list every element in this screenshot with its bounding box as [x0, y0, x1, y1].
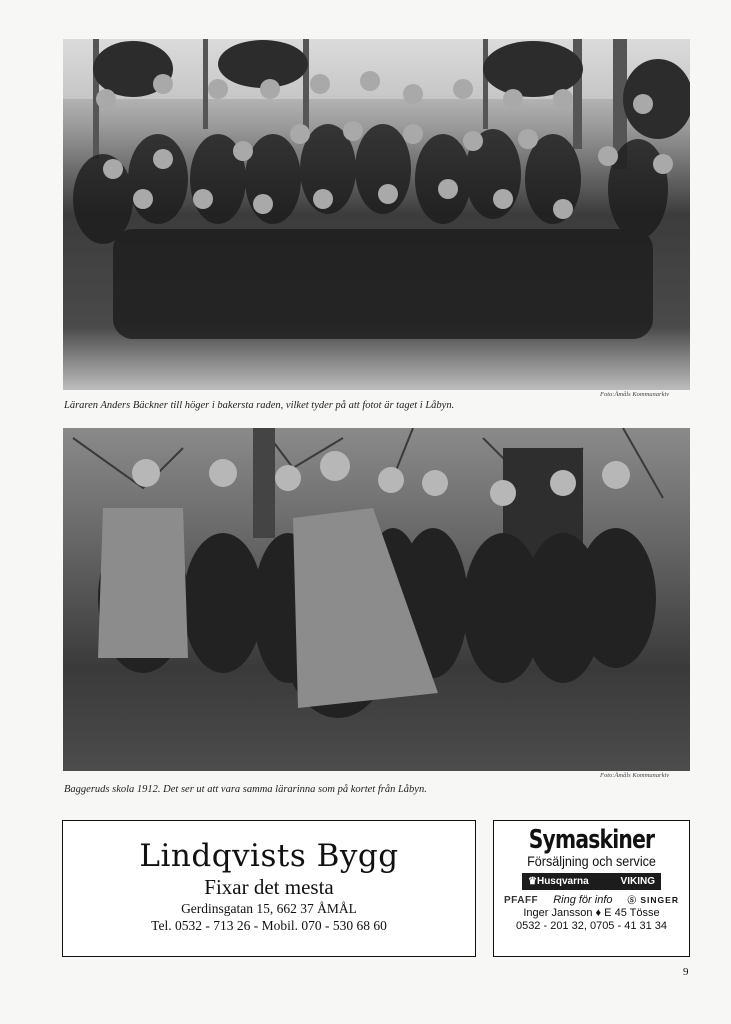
- ad-symaskiner: [493, 820, 690, 957]
- ad-lindqvist-subtitle: Fixar det mesta: [204, 875, 334, 899]
- photo-caption-1: Läraren Anders Bäckner till höger i bakersta raden, vilket tyder på att fotot är taget i Låbyn.: [64, 400, 455, 411]
- ad-symaskiner-subtitle: Försäljning och service: [527, 853, 656, 869]
- singer-s-icon: Ⓢ: [627, 895, 641, 905]
- ad-symaskiner-contact: Inger Jansson ♦ E 45 Tösse: [523, 907, 660, 919]
- school-photo-labyn-image: [63, 39, 690, 390]
- school-photo-labyn: [63, 39, 690, 390]
- husqvarna-logo-text: ♛Husqvarna: [528, 876, 589, 887]
- school-photo-baggerud-image: [63, 428, 690, 771]
- ad-lindqvist-address: Gerdinsgatan 15, 662 37 ÅMÅL: [181, 901, 357, 916]
- ad-lindqvist-phone: Tel. 0532 - 713 26 - Mobil. 070 - 530 68 60: [151, 918, 387, 933]
- singer-logo: Ⓢ SINGER: [627, 895, 679, 905]
- ad-lindqvist-title: Lindqvists Bygg: [139, 838, 399, 874]
- viking-logo-text: VIKING: [620, 876, 655, 887]
- ad-symaskiner-phone: 0532 - 201 32, 0705 - 41 31 34: [515, 920, 668, 932]
- page-number: 9: [683, 966, 689, 978]
- brand-row: [504, 894, 679, 906]
- pfaff-logo: PFAFF: [504, 894, 539, 906]
- photo-credit-1: Foto:Åmåls Kommunarkiv: [600, 391, 670, 398]
- photo-caption-2: Baggeruds skola 1912. Det ser ut att vara samma lärarinna som på kortet från Låbyn.: [64, 784, 427, 795]
- ring-info-text: Ring för info: [553, 894, 613, 906]
- husqvarna-viking-logo: [522, 873, 661, 890]
- ad-symaskiner-title: Symaskiner: [528, 825, 655, 855]
- ad-lindqvists-bygg: [62, 820, 476, 957]
- husqvarna-crown-icon: ♛: [528, 876, 537, 887]
- photo-credit-2: Foto:Åmåls Kommunarkiv: [600, 772, 670, 779]
- school-photo-baggerud: [63, 428, 690, 771]
